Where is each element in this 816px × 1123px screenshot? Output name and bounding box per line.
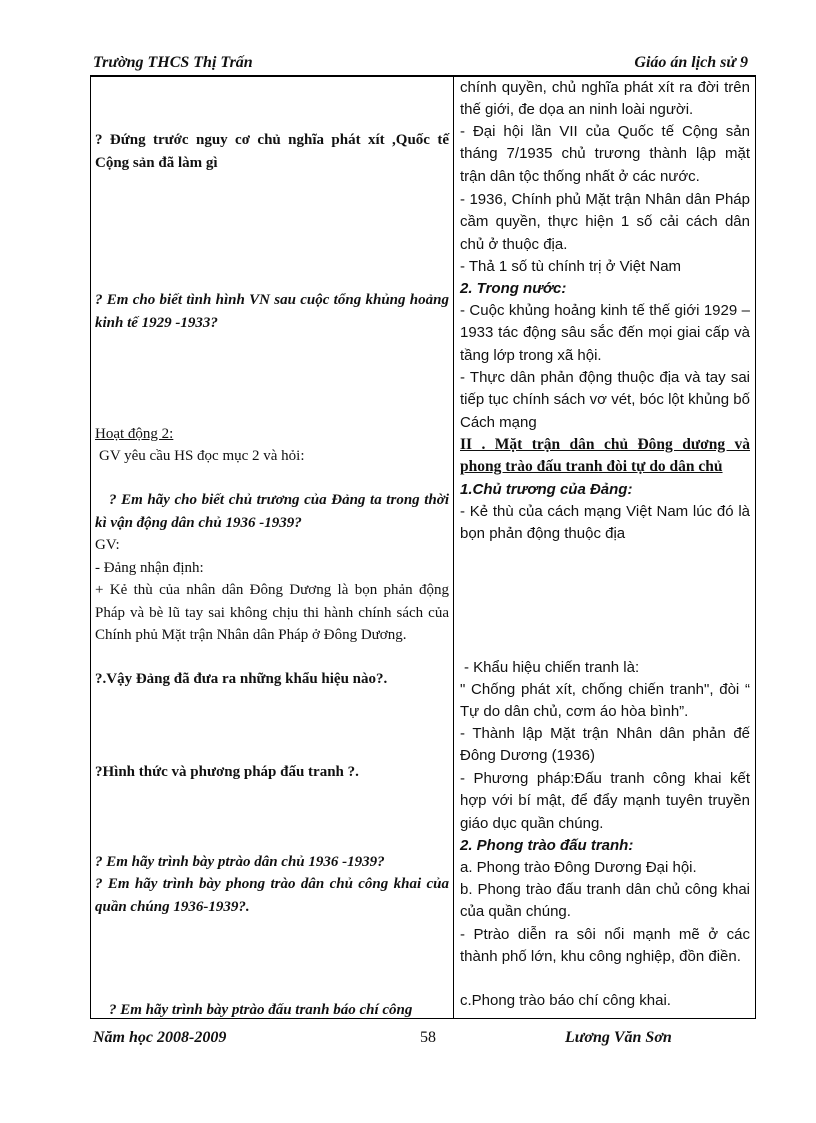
heading-party-policy: 1.Chủ trương của Đảng: <box>460 481 633 498</box>
question-slogans: ?.Vậy Đảng đã đưa ra những khẩu hiệu nào?. <box>95 671 388 687</box>
answer-congress: a. Phong trào Đông Dương Đại hội. <box>460 859 697 876</box>
party-assessment: - Đảng nhận định: <box>95 560 204 576</box>
answer-public-struggle: b. Phong trào đấu tranh dân chủ công khai của quần chúng. <box>460 881 750 921</box>
answer-colonial: - Thực dân phản động thuộc địa và tay sai tiếp tục chính sách vơ vét, bóc lột khủng bố Cách mạng <box>460 369 750 431</box>
question-public-movement: ? Em hãy trình bày phong trào dân chủ công khai của quần chúng 1936-1939?. <box>95 876 449 915</box>
answer-prisoners: - Thả 1 số tù chính trị ở Việt Nam <box>460 258 682 275</box>
question-methods: ?Hình thức và phương pháp đấu tranh ?. <box>95 764 359 780</box>
heading-domestic: 2. Trong nước: <box>460 280 567 297</box>
answer-crisis: - Cuộc khủng hoảng kinh tế thế giới 1929 – 1933 tác động sâu sắc đến mọi giai cấp và tầng lớp trong xã hội. <box>460 302 750 364</box>
section-ii-title: II . Mặt trận dân chủ Đông dương và phong trào đấu tranh đòi tự do dân chủ <box>460 436 750 476</box>
answer-front: - Thành lập Mặt trận Nhân dân phản đế Đông Dương (1936) <box>460 725 750 765</box>
answer-enemy: - Kẻ thù của cách mạng Việt Nam lúc đó là bọn phản động thuộc địa <box>460 503 750 543</box>
answer-comintern-congress: - Đại hội lần VII của Quốc tế Cộng sản tháng 7/1935 chủ trương thành lập mặt trận dân tộc thống nhất ở các nước. <box>460 123 750 185</box>
author-name: Lương Văn Sơn <box>565 1029 672 1046</box>
answer-press: c.Phong trào báo chí công khai. <box>460 992 671 1009</box>
question-vn-situation: ? Em cho biết tình hình VN sau cuộc tổng khủng hoảng kinh tế 1929 -1933? <box>95 292 449 331</box>
gv-label: GV: <box>95 537 120 553</box>
question-comintern: ? Đứng trước nguy cơ chủ nghĩa phát xít ,Quốc tế Cộng sản đã làm gì <box>95 132 449 171</box>
answer-slogans: " Chống phát xít, chống chiến tranh", đòi “ Tự do dân chủ, cơm áo hòa bình”. <box>460 681 750 721</box>
subject-title: Giáo án lịch sử 9 <box>634 54 748 71</box>
enemy-description: + Kẻ thù của nhân dân Đông Dương là bọn phản động Pháp và bè lũ tay sai không chịu thi hành chính sách của Chính phủ Mặt trận Nhân dân Pháp ở Đông Dương. <box>95 582 449 643</box>
teacher-request: GV yêu cầu HS đọc mục 2 và hỏi: <box>99 448 305 464</box>
answer-method: - Phương pháp:Đấu tranh công khai kết hợp với bí mật, để đẩy mạnh tuyên truyền giáo dục quần chúng. <box>460 770 750 832</box>
answer-fascism: chính quyền, chủ nghĩa phát xít ra đời trên thế giới, đe dọa an ninh loài người. <box>460 79 750 119</box>
lesson-table <box>90 76 756 1019</box>
question-press: ? Em hãy trình bày ptrào đấu tranh báo chí công <box>109 1002 413 1018</box>
column-divider <box>453 77 454 1018</box>
school-name: Trường THCS Thị Trấn <box>93 54 253 71</box>
school-year: Năm học 2008-2009 <box>93 1029 227 1046</box>
answer-scope: - Ptrào diễn ra sôi nổi mạnh mẽ ở các thành phố lớn, khu công nghiệp, đồn điền. <box>460 926 750 966</box>
answer-french-front: - 1936, Chính phủ Mặt trận Nhân dân Pháp cầm quyền, thực hiện 1 số cải cách dân chủ ở thuộc địa. <box>460 191 750 253</box>
heading-movement: 2. Phong trào đấu tranh: <box>460 837 634 854</box>
question-movement: ? Em hãy trình bày ptrào dân chủ 1936 -1939? <box>95 854 385 870</box>
question-party-policy: ? Em hãy cho biết chủ trương của Đảng ta trong thời kì vận động dân chủ 1936 -1939? <box>95 492 449 531</box>
answer-slogan-label: - Khẩu hiệu chiến tranh là: <box>464 659 640 676</box>
activity-label: Hoạt động 2: <box>95 426 174 442</box>
page-number: 58 <box>420 1029 436 1046</box>
